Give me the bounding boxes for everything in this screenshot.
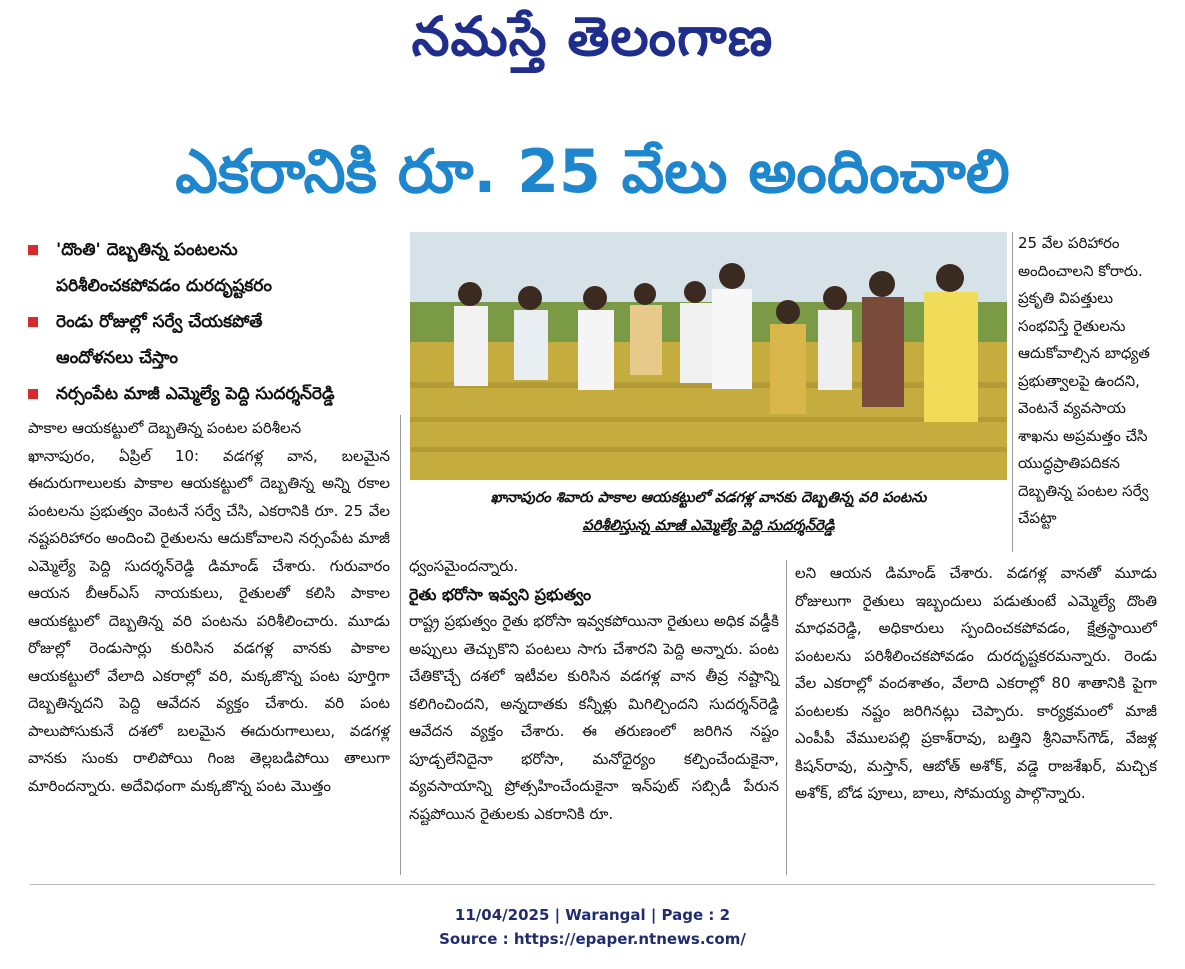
photo-caption: ఖానాపురం శివారు పాకాల ఆయకట్టులో వడగళ్ల వానకు దెబ్బతిన్న వరి పంటను పరిశీలిస్తున్న మాజీ ఎమ్మెల్యే పెద్ది సుదర్శన్‌రెడ్డి [490,490,927,534]
footer-source: Source : https://epaper.ntnews.com/ [439,930,746,948]
bullet-item: రెండు రోజుల్లో సర్వే చేయకపోతే ఆందోళనలు చేస్తాం [28,304,403,376]
article-text: ఖానాపురం, ఏప్రిల్ 10: వడగళ్ల వాన, బలమైన ఈదురుగాలులకు పాకాల ఆయకట్టులో దెబ్బతిన్న అన్ని రకాల పంటలను ప్రభుత్వం వెంటనే సర్వే చేసి, ఎకరానికి రూ. 25 వేల నష్టపరిహారం అందించి రైతులను ఆదుకోవాలని నర్సంపేట మాజీ ఎమ్మెల్యే పెద్ది సుదర్శన్‌రెడ్డి డిమాండ్ చేశారు. గురువారం ఆయన బీఆర్‌ఎస్ నాయకులు, రైతులతో కలిసి పాకాల ఆయకట్టులో దెబ్బతిన్న వరి పంటను పరిశీలించారు. మూడు రోజుల్లో రెండుసార్లు కురిసిన వడగళ్ల వానకు పాకాల ఆయకట్టులో వేలాది ఎకరాల్లో వరి, మక్కజొన్న పంట పూర్తిగా దెబ్బతిన్నదని పెద్ది ఆవేదన వ్యక్తం చేశారు. వరి పంట పాలుపోసుకునే దశలో బలమైన ఈదురుగాలులు, వడగళ్ల వానకు సుంకు రాలిపోయి గింజ తెల్లబడిపోయి తాలుగా మారిందన్నారు. అదేవిధంగా మక్కజొన్న పంట మొత్తం [28,446,390,795]
article-text: ధ్వంసమైందన్నారు. [409,557,519,575]
bullet-list [28,232,403,412]
article-text: లని ఆయన డిమాండ్ చేశారు. వడగళ్ల వానతో మూడు రోజులుగా రైతులు ఇబ్బందులు పడుతుంటే ఎమ్మెల్యే దొంతి మాధవరెడ్డి, అధికారులు స్పందించకపోవడం, క్షేత్రస్థాయిలో పంటలను పరిశీలించకపోవడం దురదృష్టకరమన్నారు. రెండు వేల ఎకరాల్లో వందశాతం, వేలాది ఎకరాల్లో 80 శాతానికి పైగా పంటలకు నష్టం జరిగినట్లు చెప్పారు. కార్యక్రమంలో మాజీ ఎంపీపీ వేములపల్లి ప్రకాశ్‌రావు, బత్తిని శ్రీనివాస్‌గౌడ్, వేజళ్ల కిషన్‌రావు, మస్తాన్, ఆబోత్ అశోక్, వడ్డె రాజశేఖర్, మచ్చిక అశోక్, బోడ పూలు, బాలు, సోమయ్య పాల్గొన్నారు. [795,564,1157,802]
article-text: రాష్ట్ర ప్రభుత్వం రైతు భరోసా ఇవ్వకపోయినా రైతులు అధిక వడ్డీకి అప్పులు తెచ్చుకొని పంటలు సాగు చేశారని పెద్ది అన్నారు. పంట చేతికొచ్చే దశలో ఇటీవల కురిసిన వడగళ్ల వాన తీవ్ర నష్టాన్ని కలిగించిందని, అన్నదాతకు కన్నీళ్లు మిగిల్చిందని సుదర్శన్‌రెడ్డి ఆవేదన వ్యక్తం చేశారు. ఈ తరుణంలో జరిగిన నష్టం పూడ్చలేనిదైనా భరోసా, మనోధైర్యం కల్పించేందుకైనా, వ్యవసాయాన్ని ప్రోత్సహించేందుకైనా ఇన్‌పుట్ సబ్సిడీ పేరున నష్టపోయిన రైతులకు ఎకరానికి రూ. [409,612,779,823]
headline: ఎకరానికి రూ. 25 వేలు అందించాలి [175,137,1010,207]
bullet-square-icon [28,317,38,327]
dateline-lead: పాకాల ఆయకట్టులో దెబ్బతిన్న పంటల పరిశీలన [28,419,302,437]
news-photo [410,232,1007,480]
article-column-3 [795,560,1157,808]
masthead [0,0,1185,80]
bullet-square-icon [28,389,38,399]
subheading: రైతు భరోసా ఇవ్వని ప్రభుత్వం [409,584,592,604]
column-divider [786,560,787,875]
footer-info: 11/04/2025 | Warangal | Page : 2 [454,906,731,924]
column-divider [400,415,401,875]
bullet-item: నర్సంపేట మాజీ ఎమ్మెల్యే పెద్ది సుదర్శన్‌రెడ్డి [28,376,403,412]
farmers-in-field-photo [410,232,1007,480]
column-divider [1012,232,1013,552]
article-column-3-top: 25 వేల పరిహారం అందించాలని కోరారు. ప్రకృతి విపత్తులు సంభవిస్తే రైతులను ఆదుకోవాల్సిన బాధ్యత ప్రభుత్వాలపై ఉందని, వెంటనే వ్యవసాయ శాఖను అప్రమత్తం చేసి యుద్ధప్రాతిపదికన దెబ్బతిన్న పంటల సర్వే చేపట్టా [1018,234,1150,527]
bullet-square-icon [28,245,38,255]
article-column-1 [28,415,390,800]
bullet-item: 'దొంతి' దెబ్బతిన్న పంటలను పరిశీలించకపోవడం దురదృష్టకరం [28,232,403,304]
footer-divider [30,884,1155,885]
article-column-2 [409,553,779,828]
masthead-title: నమస్తే తెలంగాణ [411,4,774,68]
